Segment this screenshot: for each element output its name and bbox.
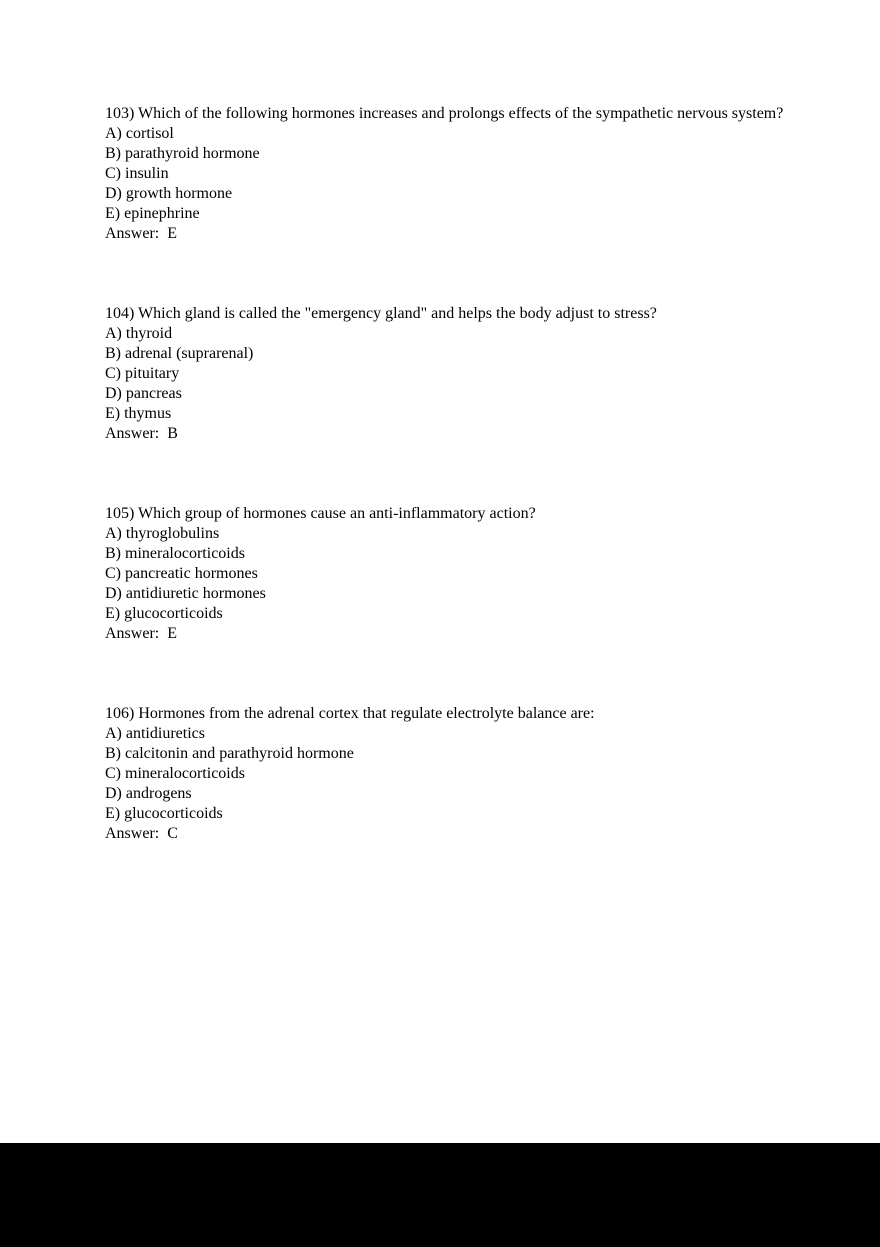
answer-line: Answer: B	[105, 425, 178, 442]
option-line: C) mineralocorticoids	[105, 765, 245, 782]
question-text: 104) Which gland is called the "emergency gland" and helps the body adjust to stress?	[105, 305, 657, 322]
question-text: 106) Hormones from the adrenal cortex that regulate electrolyte balance are:	[105, 705, 595, 722]
answer-line: Answer: C	[105, 825, 178, 842]
answer-line: Answer: E	[105, 625, 177, 642]
option-line: D) growth hormone	[105, 185, 233, 202]
option-line: B) calcitonin and parathyroid hormone	[105, 745, 354, 762]
questions-container	[105, 104, 795, 904]
option-line: A) antidiuretics	[105, 725, 205, 742]
option-line: C) insulin	[105, 165, 169, 182]
question-text: 105) Which group of hormones cause an anti-inflammatory action?	[105, 505, 536, 522]
page-bottom-black-bar	[0, 1143, 880, 1247]
option-line: E) glucocorticoids	[105, 805, 223, 822]
option-line: A) cortisol	[105, 125, 174, 142]
option-line: E) glucocorticoids	[105, 605, 223, 622]
option-line: C) pancreatic hormones	[105, 565, 258, 582]
question-block	[105, 504, 795, 644]
option-line: D) androgens	[105, 785, 192, 802]
question-block	[105, 704, 795, 844]
option-line: C) pituitary	[105, 365, 180, 382]
option-line: B) parathyroid hormone	[105, 145, 260, 162]
option-line: D) pancreas	[105, 385, 182, 402]
option-line: E) thymus	[105, 405, 172, 422]
option-line: A) thyroid	[105, 325, 173, 342]
option-line: B) adrenal (suprarenal)	[105, 345, 254, 362]
option-line: E) epinephrine	[105, 205, 200, 222]
question-block	[105, 304, 795, 444]
option-line: D) antidiuretic hormones	[105, 585, 266, 602]
option-line: B) mineralocorticoids	[105, 545, 245, 562]
question-block	[105, 104, 795, 244]
question-text: 103) Which of the following hormones increases and prolongs effects of the sympathetic nervous system?	[105, 105, 784, 122]
option-line: A) thyroglobulins	[105, 525, 220, 542]
answer-line: Answer: E	[105, 225, 177, 242]
